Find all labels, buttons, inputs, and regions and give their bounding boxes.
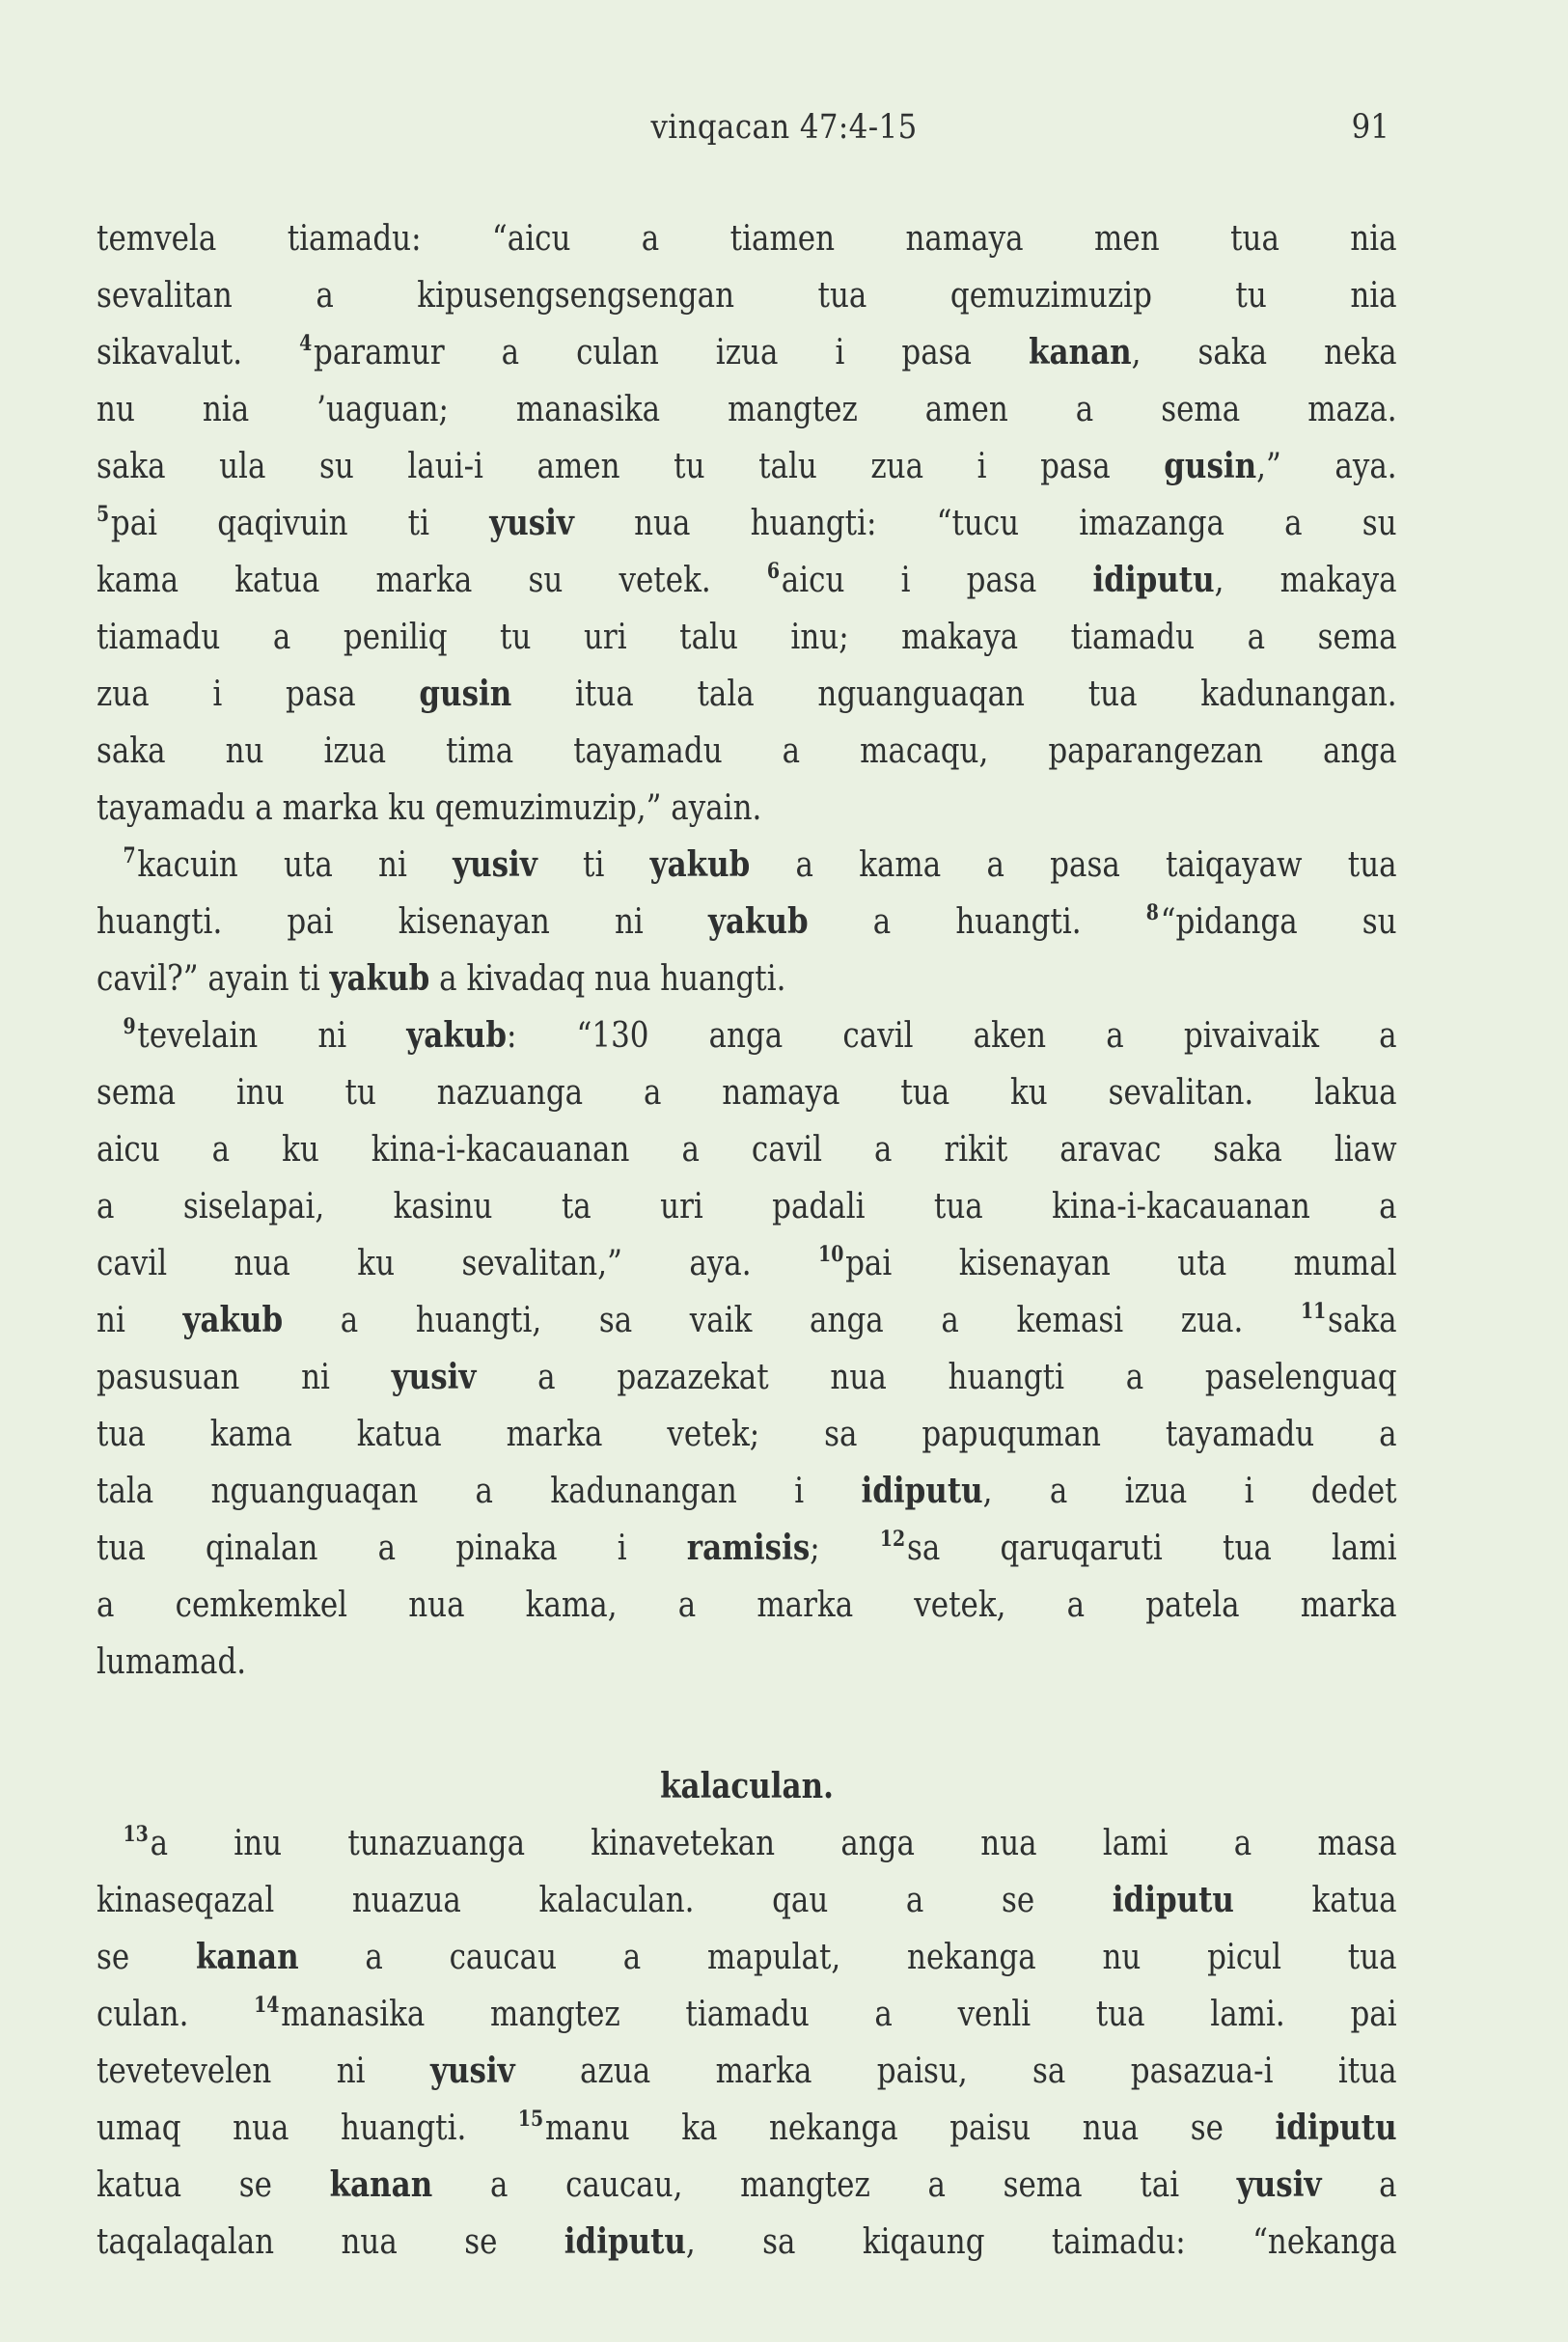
text-run: temvela tiamadu: “aicu a tiamen namaya men tua nia: [96, 219, 1397, 259]
text-run: aicu a ku kina-i-kacauanan a cavil a rikit aravac saka liaw: [96, 1130, 1397, 1170]
text-line: [96, 1929, 1397, 1986]
text-run: tala nguanguaqan a kadunangan i: [96, 1472, 862, 1511]
text-line: [96, 210, 1397, 267]
text-run: tua qinalan a pinaka i: [96, 1529, 687, 1568]
text-line: [96, 894, 1397, 951]
text-run: nua huangti: “tucu imazanga a su: [573, 504, 1397, 543]
text-run: kacuin uta ni: [137, 845, 454, 885]
text-run: sikavalut.: [96, 333, 300, 372]
proper-noun: yusiv: [1236, 2164, 1322, 2205]
text-run: paramur a culan izua i pasa: [314, 333, 1030, 372]
text-run: , makaya: [1214, 561, 1397, 600]
text-run: a inu tunazuanga kinavetekan anga nua lami a masa: [150, 1824, 1397, 1863]
text-run: itua tala nguanguaqan tua kadunangan.: [511, 675, 1397, 714]
text-line: [96, 2157, 1397, 2214]
text-run: ti: [536, 845, 650, 885]
proper-noun: yusiv: [391, 1357, 477, 1397]
text-run: pasusuan ni: [96, 1358, 392, 1397]
text-line: [96, 1634, 1397, 1691]
text-run: a kama a pasa taiqayaw tua: [750, 845, 1397, 885]
text-block-after-section: [96, 1815, 1397, 2271]
verse-number: 10: [818, 1242, 844, 1267]
proper-noun: yusiv: [429, 2051, 515, 2091]
text-run: pai kisenayan uta mumal: [845, 1244, 1397, 1283]
text-line: [96, 1064, 1397, 1121]
text-line: [96, 1577, 1397, 1634]
text-run: taqalaqalan nua se: [96, 2222, 564, 2262]
text-run: cavil nua ku sevalitan,” aya.: [96, 1244, 819, 1283]
text-line: [96, 1178, 1397, 1235]
text-line: [96, 666, 1397, 723]
proper-noun: kanan: [329, 2164, 433, 2205]
text-run: a: [1321, 2165, 1397, 2205]
text-run: tevetevelen ni: [96, 2052, 430, 2091]
text-line: [96, 1235, 1397, 1292]
text-run: a huangti, sa vaik anga a kemasi zua.: [283, 1301, 1301, 1340]
text-run: sema inu tu nazuanga a namaya tua ku sevalitan. lakua: [96, 1073, 1397, 1113]
text-run: a kivadaq nua huangti.: [429, 959, 786, 999]
text-run: “pidanga su: [1160, 902, 1397, 942]
verse-number: 7: [123, 843, 136, 868]
verse-number: 12: [879, 1527, 906, 1552]
text-line: [96, 1520, 1397, 1577]
text-line: [96, 837, 1397, 894]
text-line: [96, 1292, 1397, 1349]
text-run: kama katua marka su vetek.: [96, 561, 767, 600]
running-head: vinqacan 47:4-15: [650, 108, 918, 147]
text-run: tayamadu a marka ku qemuzimuzip,” ayain.: [96, 788, 762, 828]
text-line: [96, 324, 1397, 381]
proper-noun: yakub: [649, 844, 751, 885]
text-line: [96, 1815, 1397, 1872]
text-run: , sa kiqaung taimadu: “nekanga: [685, 2222, 1397, 2262]
text-run: kinaseqazal nuazua kalaculan. qau a se: [96, 1881, 1113, 1920]
section-spacer: [96, 1691, 1397, 1758]
text-line: [96, 951, 1397, 1007]
page-header: [0, 108, 1568, 156]
text-run: sa qaruqaruti tua lami: [906, 1529, 1397, 1568]
proper-noun: gusin: [419, 674, 512, 714]
text-run: ;: [810, 1529, 880, 1568]
text-run: , saka neka: [1131, 333, 1397, 372]
text-line: [96, 495, 1397, 552]
text-run: a caucau, mangtez a sema tai: [432, 2165, 1237, 2205]
proper-noun: idiputu: [861, 1471, 983, 1511]
proper-noun: yusiv: [453, 844, 537, 885]
text-run: ni: [96, 1301, 183, 1340]
proper-noun: idiputu: [564, 2221, 686, 2262]
proper-noun: yusiv: [489, 503, 574, 543]
verse-number: 5: [96, 502, 110, 527]
page-number: 91: [1352, 108, 1390, 147]
verse-number: 8: [1145, 900, 1159, 925]
proper-noun: kanan: [195, 1937, 299, 1977]
section-title: kalaculan.: [660, 1766, 834, 1806]
text-run: a siselapai, kasinu ta uri padali tua kina-i-kacauanan a: [96, 1187, 1397, 1226]
text-run: sevalitan a kipusengsengsengan tua qemuzimuzip tu nia: [96, 276, 1397, 316]
text-run: manu ka nekanga paisu nua se: [544, 2108, 1276, 2148]
text-run: tevelain ni: [137, 1016, 407, 1056]
verse-number: 13: [123, 1822, 149, 1847]
proper-noun: kanan: [1029, 332, 1132, 372]
text-run: saka: [1328, 1301, 1397, 1340]
verse-number: 11: [1300, 1299, 1327, 1324]
text-line: [96, 267, 1397, 324]
text-block-before-section: [96, 210, 1397, 1691]
text-line: [96, 1406, 1397, 1463]
text-line: [96, 2214, 1397, 2271]
text-line: [96, 2100, 1397, 2157]
verse-number: 6: [766, 559, 781, 584]
text-run: umaq nua huangti.: [96, 2108, 518, 2148]
text-line: [96, 438, 1397, 495]
text-run: a pazazekat nua huangti a paselenguaq: [476, 1358, 1397, 1397]
text-line: [96, 2043, 1397, 2100]
text-line: [96, 381, 1397, 438]
text-run: ,” aya.: [1256, 447, 1397, 486]
text-run: katua se: [96, 2165, 330, 2205]
text-run: aicu i pasa: [781, 561, 1093, 600]
text-run: katua: [1233, 1881, 1397, 1920]
proper-noun: idiputu: [1275, 2108, 1397, 2148]
text-line: [96, 1121, 1397, 1178]
text-run: culan.: [96, 1995, 255, 2034]
proper-noun: idiputu: [1112, 1880, 1234, 1920]
text-run: pai qaqivuin ti: [110, 504, 490, 543]
text-line: [96, 1349, 1397, 1406]
verse-number: 14: [254, 1993, 280, 2018]
proper-noun: yakub: [182, 1300, 284, 1340]
text-run: a caucau a mapulat, nekanga nu picul tua: [298, 1938, 1397, 1977]
proper-noun: idiputu: [1092, 560, 1215, 600]
text-run: saka ula su laui-i amen tu talu zua i pasa: [96, 447, 1165, 486]
verse-number: 9: [123, 1014, 136, 1039]
proper-noun: yakub: [329, 958, 430, 999]
verse-number: 15: [517, 2107, 544, 2132]
text-line: [96, 723, 1397, 780]
proper-noun: gusin: [1164, 446, 1257, 486]
text-run: zua i pasa: [96, 675, 420, 714]
text-run: : “130 anga cavil aken a pivaivaik a: [506, 1016, 1397, 1056]
text-line: [96, 1007, 1397, 1064]
proper-noun: yakub: [406, 1015, 507, 1056]
text-run: nu nia ’uaguan; manasika mangtez amen a sema maza.: [96, 390, 1397, 429]
proper-noun: ramisis: [686, 1528, 811, 1568]
text-run: a cemkemkel nua kama, a marka vetek, a patela marka: [96, 1585, 1397, 1625]
text-run: huangti. pai kisenayan ni: [96, 902, 708, 942]
text-line: [96, 1463, 1397, 1520]
text-line: [96, 609, 1397, 666]
text-run: tua kama katua marka vetek; sa papuquman tayamadu a: [96, 1415, 1397, 1454]
text-run: azua marka paisu, sa pasazua-i itua: [514, 2052, 1397, 2091]
text-run: manasika mangtez tiamadu a venli tua lami. pai: [281, 1995, 1397, 2034]
text-run: lumamad.: [96, 1642, 247, 1682]
proper-noun: yakub: [707, 901, 809, 942]
text-line: [96, 1986, 1397, 2043]
text-run: a huangti.: [808, 902, 1146, 942]
body-text: [96, 210, 1397, 2271]
text-run: se: [96, 1938, 196, 1977]
text-run: saka nu izua tima tayamadu a macaqu, paparangezan anga: [96, 731, 1397, 771]
text-run: cavil?” ayain ti: [96, 959, 330, 999]
text-run: tiamadu a peniliq tu uri talu inu; makaya tiamadu a sema: [96, 618, 1397, 657]
text-line: [96, 1872, 1397, 1929]
text-line: [96, 780, 1397, 837]
text-line: [96, 552, 1397, 609]
verse-number: 4: [299, 331, 313, 356]
text-run: , a izua i dedet: [982, 1472, 1397, 1511]
